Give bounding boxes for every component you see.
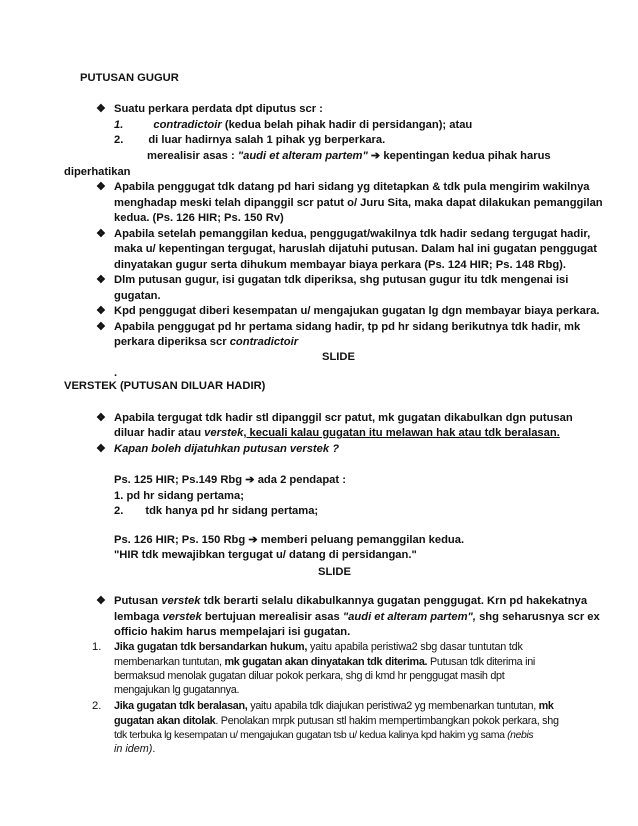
stray-dot: . — [114, 367, 118, 379]
diamond-bullet-icon: ❖ — [96, 321, 106, 333]
slide-label: SLIDE — [322, 351, 355, 363]
diamond-bullet-icon: ❖ — [96, 181, 106, 193]
numbered-item-text: tdk terbuka lg kesempatan u/ mengajukan gugatan tsb u/ kedua kalinya kpd hakim yg sama (nebis — [114, 729, 534, 741]
bullet-text: kedua. (Ps. 126 HIR; Ps. 150 Rv) — [114, 212, 284, 224]
bullet-text: gugatan. — [114, 290, 161, 302]
bullet-text: Kapan boleh dijatuhkan putusan verstek ? — [114, 443, 340, 455]
list-item: 2. tdk hanya pd hr sidang pertama; — [114, 505, 319, 517]
list-number: 2. — [92, 700, 102, 712]
quote: "HIR tdk mewajibkan tergugat u/ datang di persidangan." — [114, 549, 417, 561]
bullet-text: menghadap meski telah dipanggil scr patut o/ Juru Sita, maka dapat dilakukan pemanggilan — [114, 197, 603, 209]
section-heading-putusan-gugur: PUTUSAN GUGUR — [80, 72, 179, 84]
list-number: 1. — [92, 641, 102, 653]
list-item: merealisir asas : "audi et alteram partem" ➔ kepentingan kedua pihak harus — [147, 150, 551, 162]
diamond-bullet-icon: ❖ — [96, 443, 106, 455]
numbered-item-text: membenarkan tuntutan, mk gugatan akan dinyatakan tdk diterima. Putusan tdk diterima ini — [114, 656, 535, 668]
numbered-item-text: gugatan akan ditolak. Penolakan mrpk putusan stl hakim mempertimbangkan pokok perkara, shg — [114, 715, 559, 727]
numbered-item-text: Jika gugatan tdk beralasan, yaitu apabila tdk diajukan peristiwa2 yg membenarkan tuntutan, mk — [114, 700, 554, 712]
bullet-text: Dlm putusan gugur, isi gugatan tdk diperiksa, shg putusan gugur itu tdk mengenai isi — [114, 274, 569, 286]
numbered-item-text: mengajukan lg gugatannya. — [114, 684, 240, 696]
diamond-bullet-icon: ❖ — [96, 595, 106, 607]
article-reference: Ps. 125 HIR; Ps.149 Rbg ➔ ada 2 pendapat : — [114, 474, 346, 486]
list-item: 2. di luar hadirnya salah 1 pihak yg berperkara. — [114, 134, 386, 146]
bullet-text: Apabila tergugat tdk hadir stl dipanggil scr patut, mk gugatan dikabulkan dgn putusan — [114, 412, 573, 424]
numbered-item-text: in idem). — [114, 743, 156, 755]
right-arrow-icon: ➔ — [245, 474, 255, 486]
bullet-text: Apabila setelah pemanggilan kedua, penggugat/wakilnya tdk hadir sedang tergugat hadir, — [114, 228, 591, 240]
diamond-bullet-icon: ❖ — [96, 228, 106, 240]
slide-label: SLIDE — [318, 566, 351, 578]
bullet-text: dinyatakan gugur serta dihukum membayar biaya perkara (Ps. 124 HIR; Ps. 148 Rbg). — [114, 259, 567, 271]
numbered-item-text: bermaksud menolak gugatan diluar pokok perkara, shg di kmd hr penggugat masih dpt — [114, 670, 505, 682]
list-item: 1. contradictoir (kedua belah pihak hadir di persidangan); atau — [114, 119, 473, 131]
bullet-text: Suatu perkara perdata dpt diputus scr : — [114, 103, 323, 115]
numbered-item-text: Jika gugatan tdk bersandarkan hukum, yaitu apabila peristiwa2 sbg dasar tuntutan tdk — [114, 641, 523, 653]
bullet-text: Kpd penggugat diberi kesempatan u/ mengajukan gugatan lg dgn membayar biaya perkara. — [114, 305, 600, 317]
bullet-text: Apabila penggugat tdk datang pd hari sidang yg ditetapkan & tdk pula mengirim wakilnya — [114, 181, 590, 193]
right-arrow-icon: ➔ — [370, 150, 381, 162]
article-reference: Ps. 126 HIR; Ps. 150 Rbg ➔ memberi peluang pemanggilan kedua. — [114, 534, 465, 546]
diamond-bullet-icon: ❖ — [96, 305, 106, 317]
diamond-bullet-icon: ❖ — [96, 103, 106, 115]
section-heading-verstek: VERSTEK (PUTUSAN DILUAR HADIR) — [64, 380, 266, 392]
bullet-text: lembaga verstek bertujuan merealisir asas "audi et alteram partem", shg seharusnya scr ex — [114, 611, 600, 623]
list-item: 1. pd hr sidang pertama; — [114, 490, 244, 502]
bullet-text: maka u/ kepentingan tergugat, haruslah dijatuhi putusan. Dalam hal ini gugatan penggugat — [114, 243, 597, 255]
diamond-bullet-icon: ❖ — [96, 274, 106, 286]
bullet-text: diluar hadir atau verstek, kecuali kalau gugatan itu melawan hak atau tdk beralasan. — [114, 427, 560, 439]
bullet-text: Apabila penggugat pd hr pertama sidang hadir, tp pd hr sidang berikutnya tdk hadir, mk — [114, 321, 581, 333]
line-continuation: diperhatikan — [64, 166, 131, 178]
bullet-text: perkara diperiksa scr contradictoir — [114, 336, 299, 348]
right-arrow-icon: ➔ — [248, 534, 258, 546]
bullet-text: officio hakim harus mempelajari isi gugatan. — [114, 626, 351, 638]
bullet-text: Putusan verstek tdk berarti selalu dikabulkannya gugatan penggugat. Krn pd hakekatnya — [114, 595, 588, 607]
diamond-bullet-icon: ❖ — [96, 412, 106, 424]
